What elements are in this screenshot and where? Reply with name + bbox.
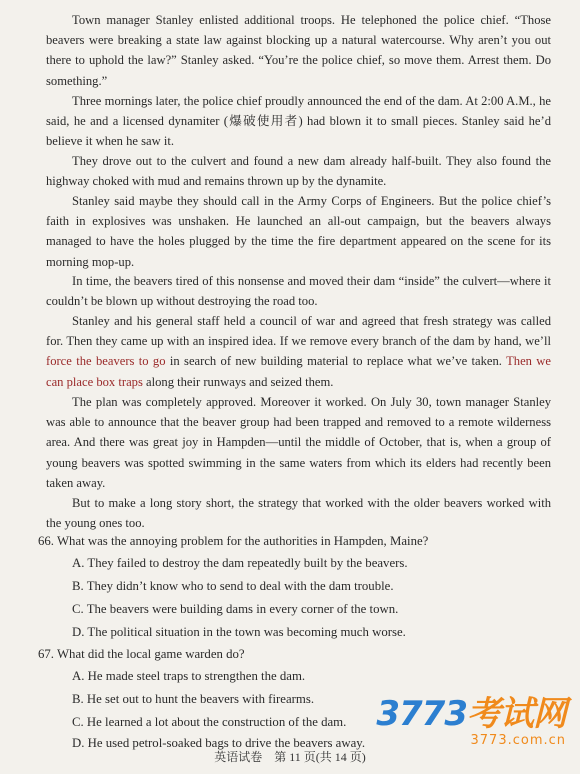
passage-paragraph-3: They drove out to the culvert and found a new dam already half-built. They also found the highway choked with mud and remains thrown up by the dynamite. — [46, 154, 551, 189]
p6-highlight-1: force the beavers to go — [46, 354, 166, 369]
p6-text-b: in search of new building material to replace what we’ve taken. — [165, 354, 507, 369]
passage-paragraph-5: In time, the beavers tired of this nonsense and moved their dam “inside” the culvert—where it couldn’t be blown up without destroying the road too. — [46, 274, 551, 309]
question-66-option-b: B. They didn’t know who to send to deal with the dam trouble. — [72, 579, 394, 593]
page-footer: 英语试卷 第 11 页(共 14 页) — [214, 750, 366, 764]
question-67-option-d: D. He used petrol-soaked bags to drive the beavers away. — [72, 736, 366, 750]
question-66-option-d: D. The political situation in the town was becoming much worse. — [72, 625, 406, 639]
passage-paragraph-8: But to make a long story short, the strategy that worked with the older beavers worked with the young ones too. — [46, 496, 551, 531]
passage-paragraph-6 — [46, 311, 551, 392]
passage-paragraph-1: Town manager Stanley enlisted additional troops. He telephoned the police chief. “Those beavers were breaking a state law against blocking up a natural watercourse. Why aren’t you out there to uphold the law?” Stanley asked. “You’re the police chief, so move them. Arrest them. Do something.” — [46, 13, 551, 88]
p6-text-c: along their runways and seized them. — [142, 374, 334, 389]
passage-paragraph-4: Stanley said maybe they should call in the Army Corps of Engineers. But the police chief’s faith in explosives was unshaken. He launched an all-out campaign, but the beavers always managed to have the holes plugged by the time the fire department appeared on the scene for its morning mop-up. — [46, 194, 551, 269]
watermark-cn: 考试网 — [467, 694, 566, 734]
question-67-stem: 67. What did the local game warden do? — [38, 647, 245, 661]
p6-highlight-2: Then we can place box traps — [46, 354, 551, 389]
passage-paragraph-2: Three mornings later, the police chief proudly announced the end of the dam. At 2:00 A.M., he said, he and a licensed dynamiter (爆破使用者) had blown it to small pieces. Stanley said he’d believe it when he saw it. — [46, 94, 551, 149]
passage-paragraph-7: The plan was completely approved. Moreover it worked. On July 30, town manager Stanley was able to announce that the beaver group had been trapped and removed to a remote wilderness area. And there was great joy in Hampden—until the middle of October, that is, when a group of young beavers was spotted swimming in the same waters from which its elders had recently been taken away. — [46, 395, 551, 490]
watermark-number: 3773 — [376, 694, 467, 734]
question-67-option-a: A. He made steel traps to strengthen the dam. — [72, 669, 306, 683]
question-66-stem: 66. What was the annoying problem for the authorities in Hampden, Maine? — [38, 534, 429, 548]
question-67-option-c: C. He learned a lot about the construction of the dam. — [72, 715, 347, 729]
question-66-option-a: A. They failed to destroy the dam repeatedly built by the beavers. — [72, 556, 408, 570]
watermark-url: 3773.com.cn — [470, 733, 566, 748]
site-watermark-logo — [376, 694, 566, 748]
p6-text-a: Stanley and his general staff held a council of war and agreed that fresh strategy was called for. Then they came up with an inspired idea. If we remove every branch of the dam by hand, we’ll — [46, 314, 551, 349]
question-66-option-c: C. The beavers were building dams in every corner of the town. — [72, 602, 399, 616]
question-67-option-b: B. He set out to hunt the beavers with firearms. — [72, 692, 315, 706]
